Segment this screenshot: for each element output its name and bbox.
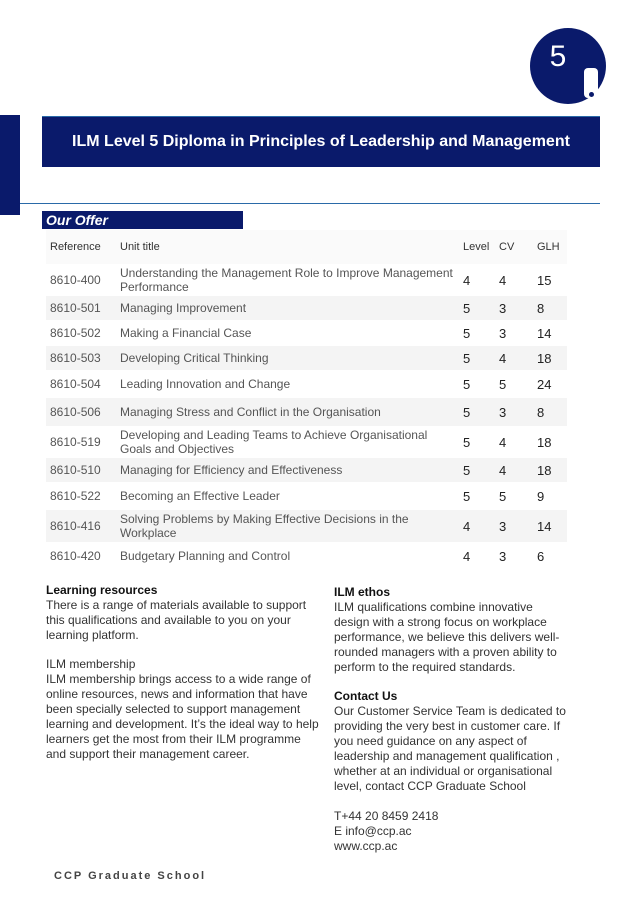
left-accent-bar: [0, 115, 20, 215]
cell-glh: 8: [533, 398, 567, 426]
learning-resources-heading: Learning resources: [46, 583, 158, 597]
cell-ref: 8610-504: [50, 377, 101, 391]
cell-title: Leading Innovation and Change: [120, 377, 291, 391]
cell-glh: 18: [533, 346, 567, 370]
cell-glh: 24: [537, 376, 552, 392]
contact-text: Our Customer Service Team is dedicated to providing the very best in customer care. If you need guidance on any aspect of leadership and management qualification , whether at an individual or organisational level, contact CCP Graduate School: [334, 704, 566, 793]
cell-glh: 6: [537, 548, 545, 564]
cell-glh: 15: [537, 272, 552, 288]
cell-level: 4: [459, 510, 495, 542]
right-column: [334, 585, 570, 854]
cell-cv: 4: [495, 458, 533, 482]
table-header-row: [46, 230, 567, 264]
table-row: [46, 296, 567, 320]
learning-resources-text: There is a range of materials available to support this qualifications and available to you on your learning platform.: [46, 598, 307, 642]
footer-brand: CCP Graduate School: [54, 870, 207, 882]
ilm-membership-heading: ILM membership: [46, 657, 136, 671]
cell-title: Developing Critical Thinking: [116, 346, 459, 370]
cell-ref: 8610-506: [46, 398, 116, 426]
cell-level: 5: [459, 398, 495, 426]
table-row: [46, 458, 567, 482]
cell-glh: 18: [537, 434, 552, 450]
table-row: [46, 426, 567, 458]
cell-level: 4: [463, 548, 471, 564]
header-cv: CV: [495, 230, 533, 264]
cell-title: Managing for Efficiency and Effectiveness: [116, 458, 459, 482]
header-glh: GLH: [533, 230, 567, 264]
ilm-ethos-text: ILM qualifications combine innovative design with a strong focus on workplace performance, we believe this delivers well-rounded managers with a proven ability to perform to the required standards.: [334, 600, 560, 674]
cell-title: Becoming an Effective Leader: [120, 489, 280, 503]
page-title: ILM Level 5 Diploma in Principles of Leadership and Management: [42, 117, 600, 167]
cell-title: Developing and Leading Teams to Achieve Organisational Goals and Objectives: [120, 428, 428, 456]
chapter-number: 5: [549, 40, 567, 73]
cell-ref: 8610-522: [50, 489, 101, 503]
cell-ref: 8610-502: [50, 326, 101, 340]
cell-ref: 8610-501: [46, 296, 116, 320]
header-unit-title: Unit title: [116, 230, 459, 264]
cell-glh: 9: [537, 488, 545, 504]
cell-glh: 14: [537, 325, 552, 341]
contact-email[interactable]: E info@ccp.ac: [334, 824, 412, 838]
cell-ref: 8610-400: [50, 273, 101, 287]
cell-title: Budgetary Planning and Control: [120, 549, 291, 563]
offer-heading: Our Offer: [42, 211, 243, 229]
cell-level: 5: [463, 376, 471, 392]
cell-title: Making a Financial Case: [120, 326, 252, 340]
table-row: [46, 482, 567, 510]
cell-level: 4: [463, 272, 471, 288]
cell-cv: 4: [495, 346, 533, 370]
cell-ref: 8610-420: [50, 549, 101, 563]
cell-cv: 5: [499, 376, 507, 392]
header-reference: Reference: [46, 230, 116, 264]
contact-website[interactable]: www.ccp.ac: [334, 839, 398, 853]
cell-cv: 3: [495, 398, 533, 426]
cell-cv: 3: [495, 296, 533, 320]
cell-level: 5: [459, 296, 495, 320]
cell-level: 5: [463, 488, 471, 504]
table-row: [46, 320, 567, 346]
table-row: [46, 370, 567, 398]
table-row: [46, 510, 567, 542]
cell-ref: 8610-510: [46, 458, 116, 482]
cell-title: Understanding the Management Role to Improve Management Performance: [120, 266, 453, 294]
table-row: [46, 264, 567, 296]
ilm-membership-text: ILM membership brings access to a wide range of online resources, news and information that have been specially selected to support management learning and development. It’s the ideal way to help learners get the most from their ILM programme and support their management career.: [46, 672, 319, 761]
cell-level: 5: [463, 434, 471, 450]
cell-level: 5: [459, 458, 495, 482]
section-divider: [20, 203, 600, 204]
info-icon-dot: [589, 92, 594, 97]
cell-level: 5: [463, 325, 471, 341]
left-column: [46, 583, 324, 762]
cell-glh: 8: [533, 296, 567, 320]
cell-title: Solving Problems by Making Effective Decisions in the Workplace: [116, 510, 459, 542]
chapter-badge: [530, 28, 606, 104]
cell-title: Managing Improvement: [116, 296, 459, 320]
table-row: [46, 542, 567, 570]
cell-ref: 8610-416: [46, 510, 116, 542]
cell-cv: 4: [499, 434, 507, 450]
units-table: [46, 230, 567, 570]
cell-glh: 14: [533, 510, 567, 542]
cell-glh: 18: [533, 458, 567, 482]
cell-level: 5: [459, 346, 495, 370]
table-row: [46, 398, 567, 426]
cell-cv: 3: [499, 325, 507, 341]
cell-ref: 8610-503: [46, 346, 116, 370]
cell-cv: 4: [499, 272, 507, 288]
contact-heading: Contact Us: [334, 689, 398, 703]
contact-phone: T+44 20 8459 2418: [334, 809, 439, 823]
cell-cv: 5: [499, 488, 507, 504]
cell-title: Managing Stress and Conflict in the Organisation: [116, 398, 459, 426]
ilm-ethos-heading: ILM ethos: [334, 585, 390, 599]
cell-cv: 3: [495, 510, 533, 542]
table-row: [46, 346, 567, 370]
header-level: Level: [459, 230, 495, 264]
cell-cv: 3: [499, 548, 507, 564]
cell-ref: 8610-519: [50, 435, 101, 449]
